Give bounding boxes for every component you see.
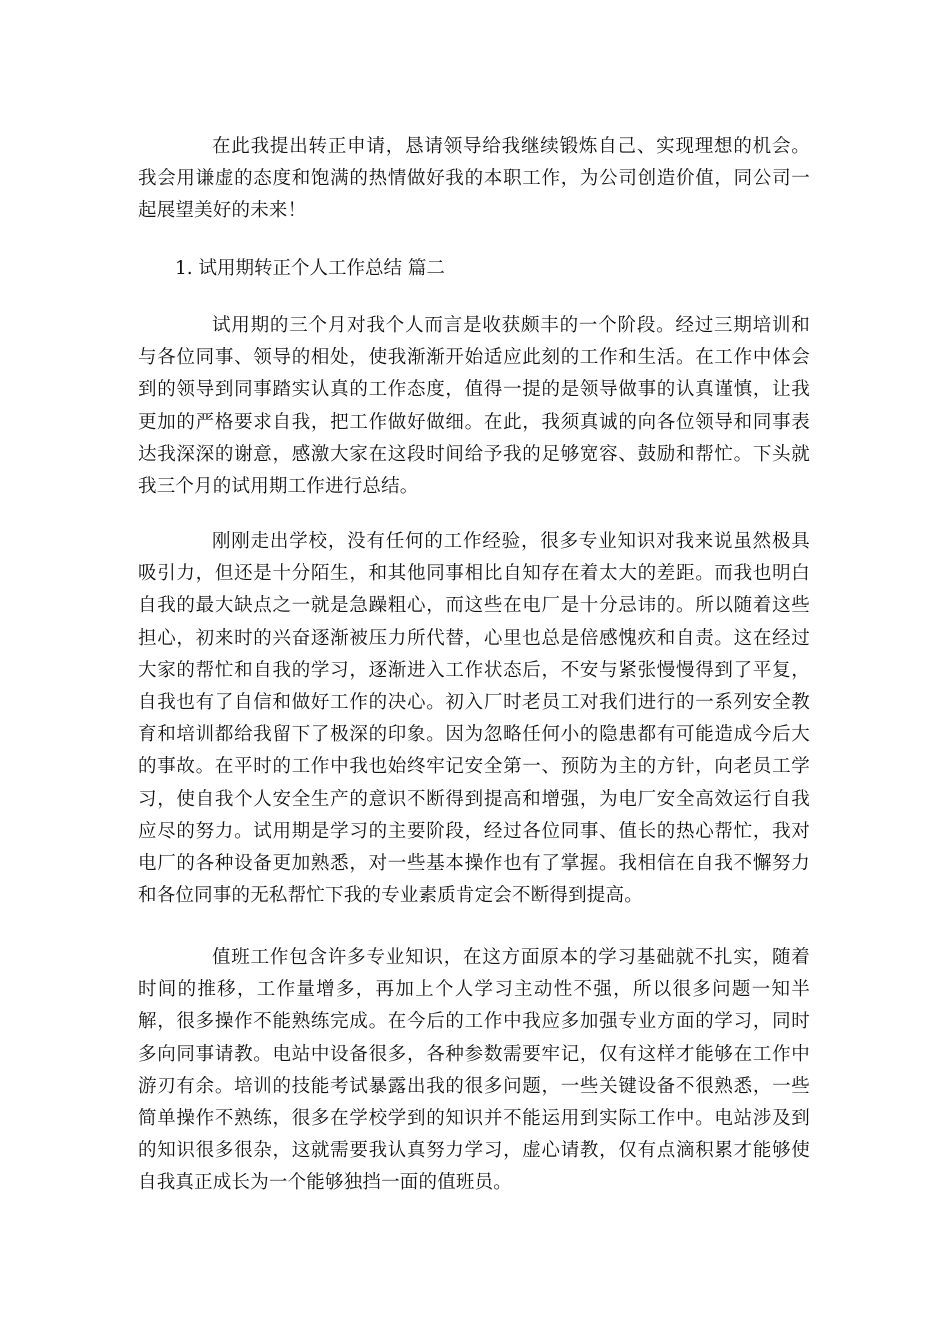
body-paragraph-3: 值班工作包含许多专业知识，在这方面原本的学习基础就不扎实，随着时间的推移，工作量增多，再加上个人学习主动性不强，所以很多问题一知半解，很多操作不能熟练完成。在今后的工作中我应多加强专业方面的学习，同时多向同事请教。电站中设备很多，各种参数需要牢记，仅有这样才能够在工作中游刃有余。培训的技能考试暴露出我的很多问题，一些关键设备不很熟悉，一些简单操作不熟练，很多在学校学到的知识并不能运用到实际工作中。电站涉及到的知识很多很杂，这就需要我认真努力学习，虚心请教，仅有点滴积累才能够使自我真正成长为一个能够独挡一面的值班员。 (138, 947, 810, 1194)
intro-paragraph: 在此我提出转正申请，恳请领导给我继续锻炼自己、实现理想的机会。我会用谦虚的态度和饱满的热情做好我的本职工作，为公司创造价值，同公司一起展望美好的未来！ (138, 136, 810, 222)
section-heading: 1. 试用期转正个人工作总结 篇二 (175, 258, 445, 279)
body-paragraph-2: 刚刚走出学校，没有任何的工作经验，很多专业知识对我来说虽然极具吸引力，但还是十分陌生，和其他同事相比自知存在着太大的差距。而我也明白自我的最大缺点之一就是急躁粗心，而这些在电厂是十分忌讳的。所以随着这些担心，初来时的兴奋逐渐被压力所代替，心里也总是倍感愧疚和自责。这在经过大家的帮忙和自我的学习，逐渐进入工作状态后，不安与紧张慢慢得到了平复，自我也有了自信和做好工作的决心。初入厂时老员工对我们进行的一系列安全教育和培训都给我留下了极深的印象。因为忽略任何小的隐患都有可能造成今后大的事故。在平时的工作中我也始终牢记安全第一、预防为主的方针，向老员工学习，使自我个人安全生产的意识不断得到提高和增强，为电厂安全高效运行自我应尽的努力。试用期是学习的主要阶段，经过各位同事、值长的热心帮忙，我对电厂的各种设备更加熟悉，对一些基本操作也有了掌握。我相信在自我不懈努力和各位同事的无私帮忙下我的专业素质肯定会不断得到提高。 (138, 531, 810, 907)
body-paragraph-1: 试用期的三个月对我个人而言是收获颇丰的一个阶段。经过三期培训和与各位同事、领导的相处，使我渐渐开始适应此刻的工作和生活。在工作中体会到的领导到同事踏实认真的工作态度，值得一提的是领导做事的认真谨慎，让我更加的严格要求自我，把工作做好做细。在此，我须真诚的向各位领导和同事表达我深深的谢意，感激大家在这段时间给予我的足够宽容、鼓励和帮忙。下头就我三个月的试用期工作进行总结。 (138, 315, 810, 498)
